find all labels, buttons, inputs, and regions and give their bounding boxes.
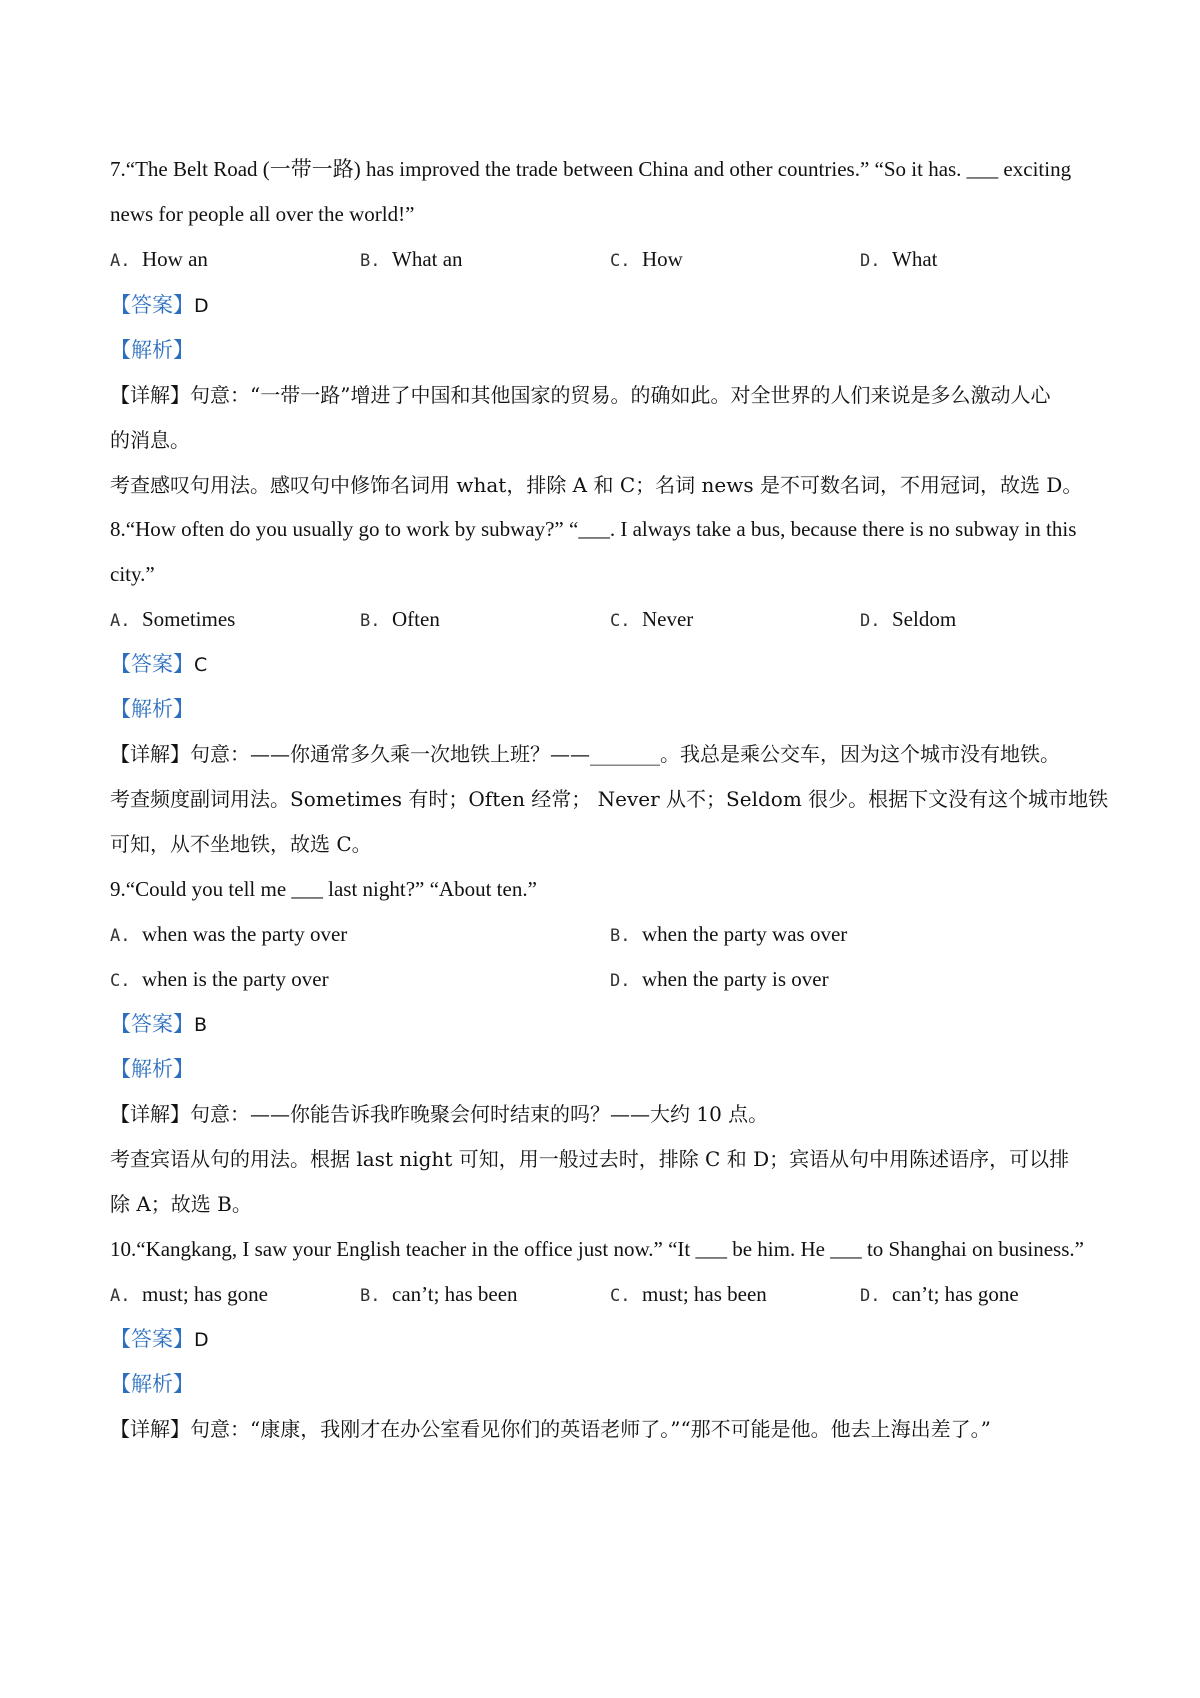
question-8-detail-line-3: 可知，从不坐地铁，故选 C。 xyxy=(110,832,372,856)
question-9-detail-line-2: 考查宾语从句的用法。根据 last night 可知，用一般过去时，排除 C 和 D；宾语从句中用陈述语序，可以排 xyxy=(110,1147,1070,1171)
question-9-answer: 【答案】B xyxy=(110,1012,208,1036)
option-b: B. What an xyxy=(360,247,463,271)
question-8-detail-line-2: 考查频度副词用法。Sometimes 有时；Often 经常； Never 从不；Seldom 很少。根据下文没有这个城市地铁 xyxy=(110,787,1109,811)
question-7-stem-line-1: 7.“The Belt Road (一带一路) has improved the trade between China and other countries.” “So it has. ___ exciting xyxy=(110,157,1072,181)
option-c: C. How xyxy=(610,247,683,271)
question-9-stem-line-1: 9.“Could you tell me ___ last night?” “About ten.” xyxy=(110,877,537,901)
option-b: B. Often xyxy=(360,607,440,631)
question-9-detail-line-3: 除 A；故选 B。 xyxy=(110,1192,252,1216)
option-b: B. can’t; has been xyxy=(360,1282,518,1306)
option-d: D. can’t; has gone xyxy=(860,1282,1019,1306)
option-d: D. Seldom xyxy=(860,607,957,631)
question-7-answer: 【答案】D xyxy=(110,293,209,317)
question-9-detail-line-1: 【详解】句意：——你能告诉我昨晚聚会何时结束的吗？——大约 10 点。 xyxy=(110,1102,769,1126)
option-d: D. when the party is over xyxy=(610,967,829,991)
question-8-detail-line-1: 【详解】句意：——你通常多久乘一次地铁上班？——_______。我总是乘公交车，因为这个城市没有地铁。 xyxy=(110,742,1060,766)
option-a: A. How an xyxy=(110,247,208,271)
question-10-analysis-label: 【解析】 xyxy=(110,1372,194,1396)
question-7-analysis-label: 【解析】 xyxy=(110,338,194,362)
option-c: C. Never xyxy=(610,607,694,631)
question-9-analysis-label: 【解析】 xyxy=(110,1057,194,1081)
option-c: C. when is the party over xyxy=(110,967,329,991)
option-d: D. What xyxy=(860,247,938,271)
question-7-detail-line-2: 的消息。 xyxy=(110,428,190,452)
question-10-detail-line-1: 【详解】句意：“康康，我刚才在办公室看见你们的英语老师了。”“那不可能是他。他去上海出差了。” xyxy=(110,1417,991,1441)
question-8-stem-line-1: 8.“How often do you usually go to work by subway?” “___. I always take a bus, because there is no subway in this xyxy=(110,517,1077,541)
option-a: A. Sometimes xyxy=(110,607,236,631)
question-9-options-row-1 xyxy=(110,920,1110,948)
question-10-options xyxy=(110,1280,1110,1308)
option-a: A. when was the party over xyxy=(110,922,348,946)
question-7-options xyxy=(110,245,1110,273)
question-8-options xyxy=(110,605,1110,633)
question-8-answer: 【答案】C xyxy=(110,652,208,676)
question-9-options-row-2 xyxy=(110,965,1110,993)
question-7-detail-line-3: 考查感叹句用法。感叹句中修饰名词用 what，排除 A 和 C；名词 news 是不可数名词，不用冠词，故选 D。 xyxy=(110,473,1083,497)
option-c: C. must; has been xyxy=(610,1282,767,1306)
question-8-analysis-label: 【解析】 xyxy=(110,697,194,721)
question-10-stem-line-1: 10.“Kangkang, I saw your English teacher in the office just now.” “It ___ be him. He ___ to Shanghai on business.” xyxy=(110,1237,1084,1261)
question-8-stem-line-2: city.” xyxy=(110,562,155,586)
question-10-answer: 【答案】D xyxy=(110,1327,209,1351)
question-7-stem-line-2: news for people all over the world!” xyxy=(110,202,415,226)
option-a: A. must; has gone xyxy=(110,1282,268,1306)
question-7-detail-line-1: 【详解】句意：“一带一路”增进了中国和其他国家的贸易。的确如此。对全世界的人们来说是多么激动人心 xyxy=(110,383,1051,407)
option-b: B. when the party was over xyxy=(610,922,848,946)
